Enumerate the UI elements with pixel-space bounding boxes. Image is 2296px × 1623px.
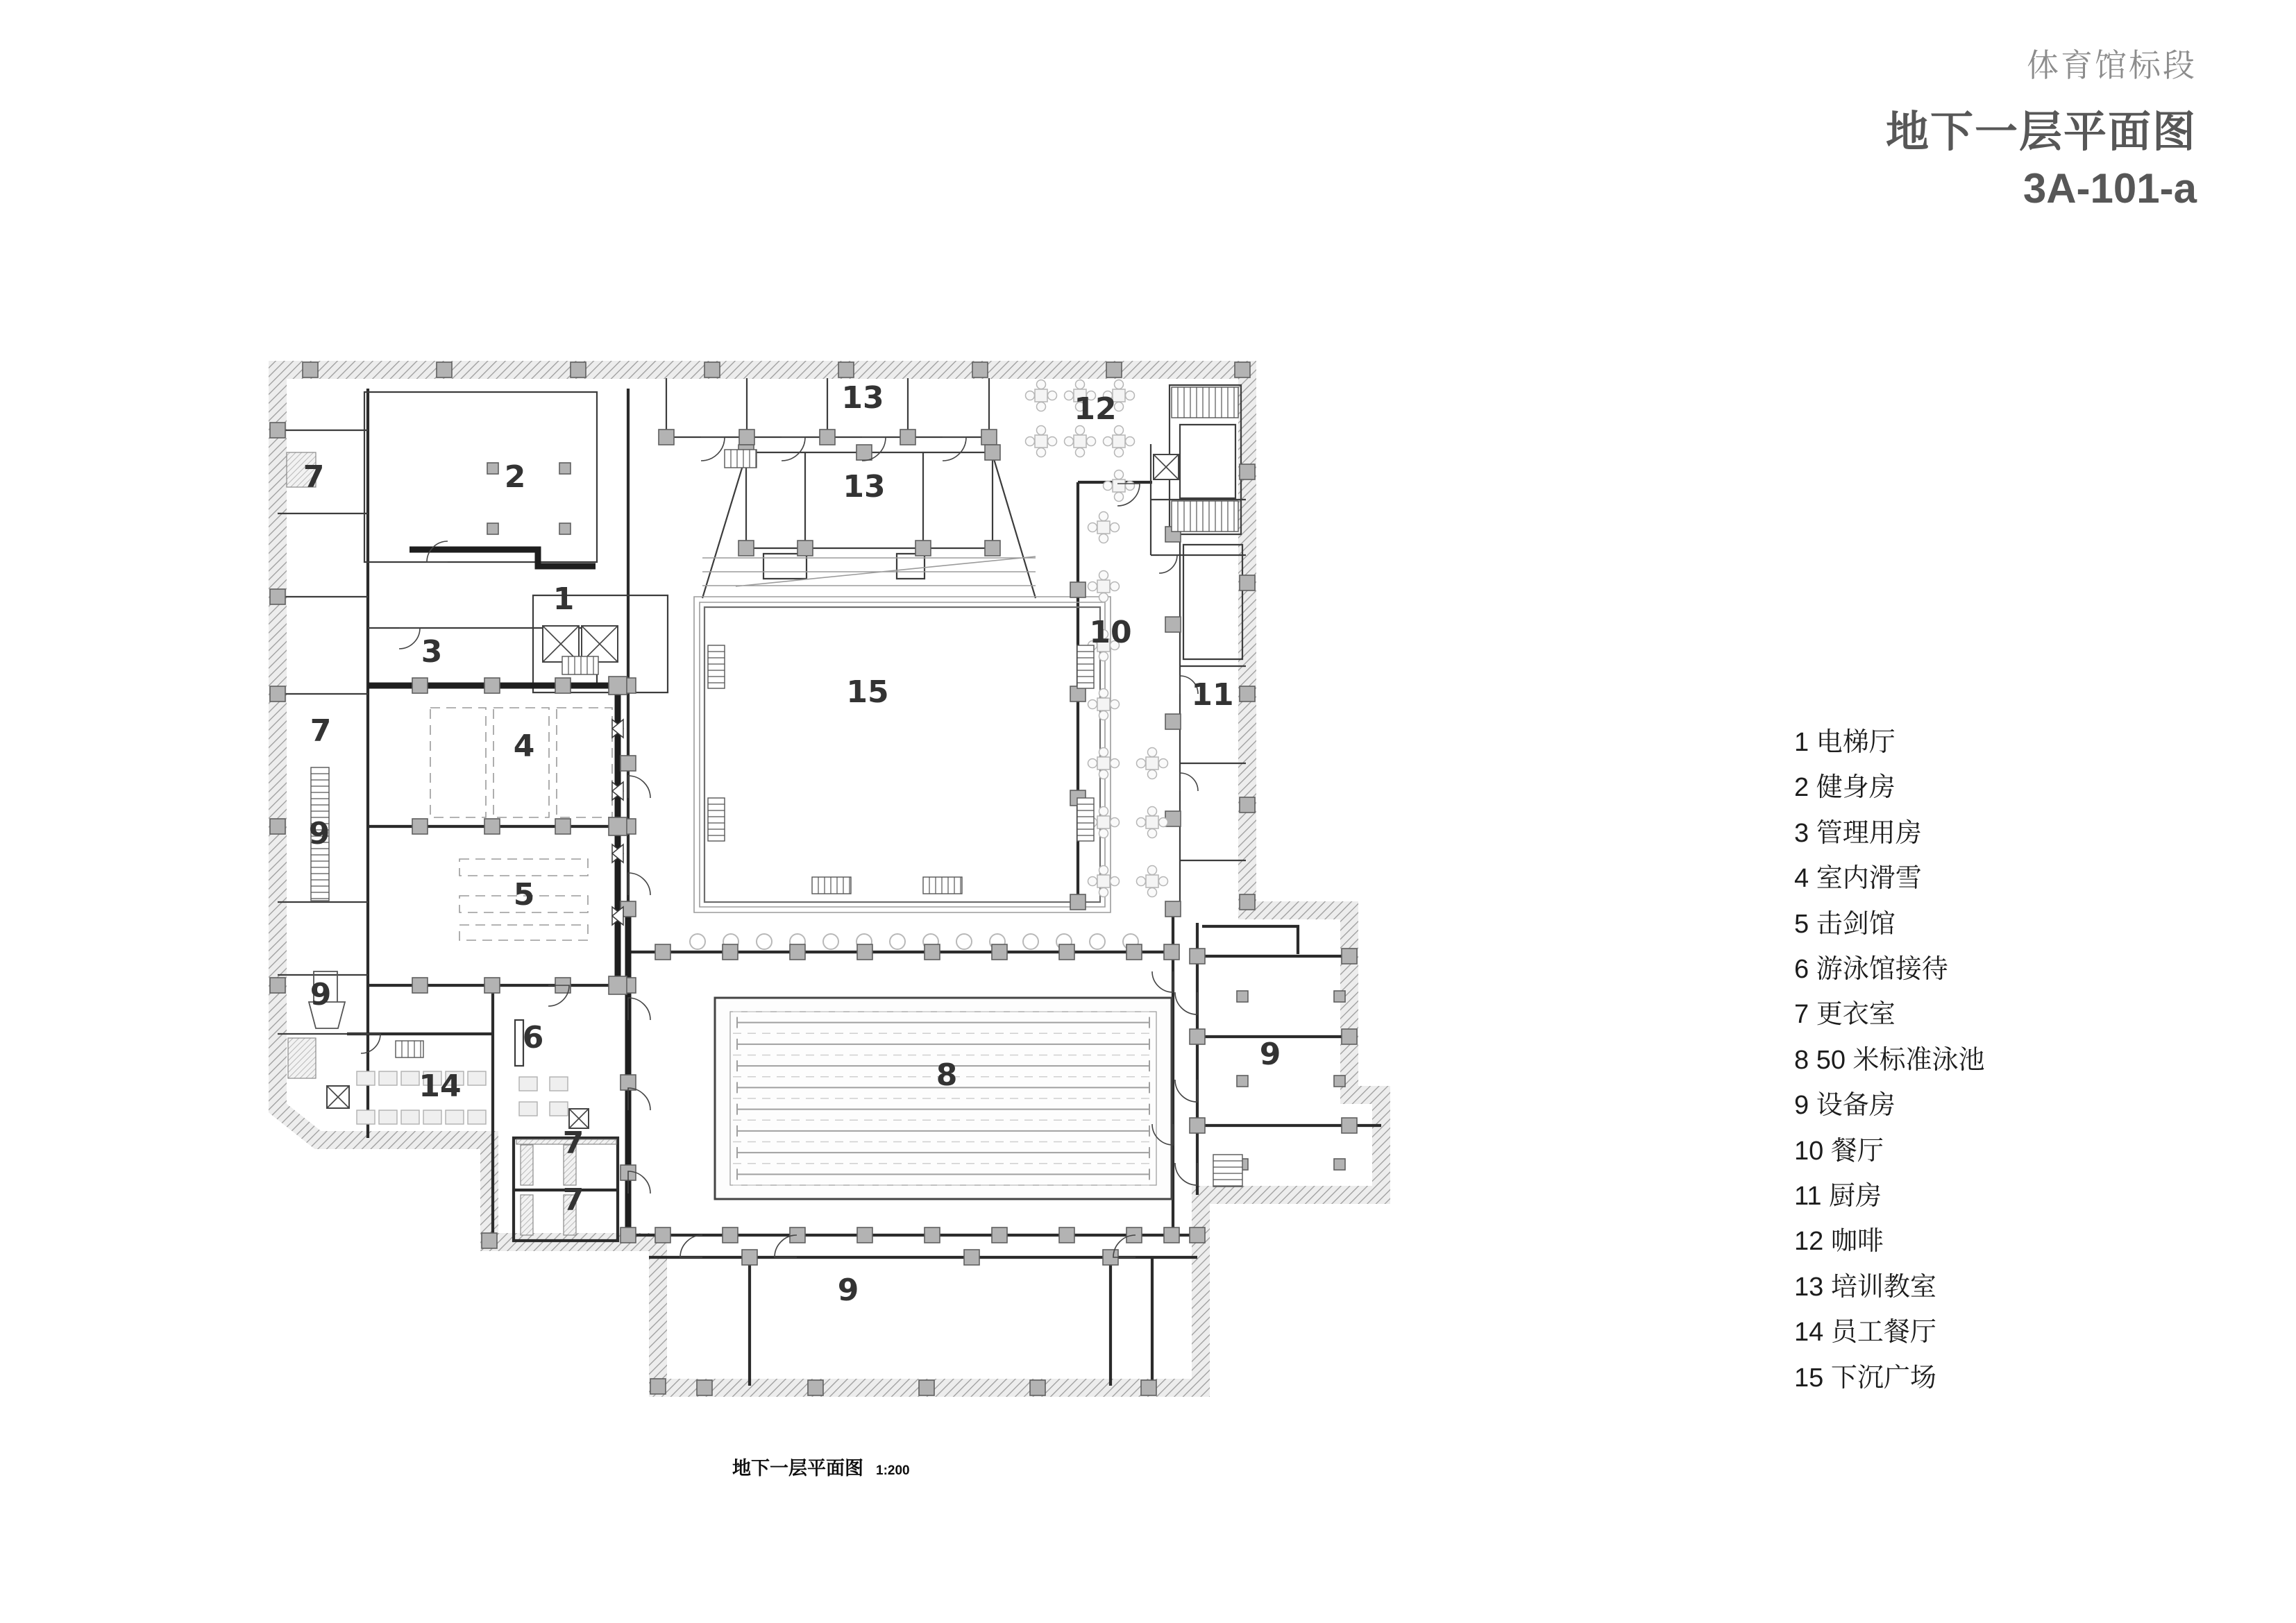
svg-text:14: 14 bbox=[419, 1069, 462, 1104]
pool-room-8 bbox=[715, 998, 1172, 1199]
legend-item: 8 50 米标准泳池 bbox=[1794, 1045, 1985, 1075]
svg-text:7: 7 bbox=[562, 1125, 584, 1161]
legend-item: 15 下沉广场 bbox=[1794, 1363, 1936, 1393]
caption-scale: 1:200 bbox=[876, 1463, 910, 1478]
svg-text:7: 7 bbox=[310, 713, 332, 749]
svg-text:7: 7 bbox=[562, 1182, 584, 1218]
svg-text:11: 11 bbox=[1191, 677, 1234, 713]
svg-text:13: 13 bbox=[841, 380, 884, 416]
legend-item: 4 室内滑雪 bbox=[1794, 864, 1922, 894]
svg-text:3: 3 bbox=[421, 634, 443, 670]
svg-text:9: 9 bbox=[1259, 1037, 1281, 1072]
svg-text:5: 5 bbox=[513, 877, 535, 912]
legend-item: 1 电梯厅 bbox=[1794, 728, 1896, 757]
project-name: 体育馆标段 bbox=[2027, 47, 2197, 83]
svg-text:12: 12 bbox=[1074, 391, 1117, 427]
drawing-caption bbox=[732, 1453, 910, 1480]
legend-item: 5 击剑馆 bbox=[1794, 909, 1896, 939]
legend-item: 9 设备房 bbox=[1794, 1091, 1896, 1121]
svg-text:1: 1 bbox=[552, 581, 575, 617]
caption-title: 地下一层平面图 bbox=[732, 1458, 863, 1479]
legend-item: 13 培训教室 bbox=[1794, 1272, 1936, 1302]
title-block bbox=[1886, 40, 2197, 212]
svg-text:13: 13 bbox=[843, 469, 886, 504]
legend-item: 12 咖啡 bbox=[1794, 1227, 1884, 1257]
legend-item: 14 员工餐厅 bbox=[1794, 1318, 1936, 1348]
drawing-number: 3A-101-a bbox=[2023, 165, 2197, 212]
legend-item: 6 游泳馆接待 bbox=[1794, 955, 1948, 985]
legend-item: 2 健身房 bbox=[1794, 773, 1896, 803]
legend-item: 3 管理用房 bbox=[1794, 818, 1922, 848]
svg-text:9: 9 bbox=[310, 977, 332, 1012]
legend-item: 11 厨房 bbox=[1794, 1182, 1882, 1212]
svg-text:7: 7 bbox=[303, 459, 325, 495]
svg-text:4: 4 bbox=[513, 729, 535, 764]
svg-text:6: 6 bbox=[522, 1020, 544, 1055]
legend-item: 10 餐厅 bbox=[1794, 1136, 1884, 1166]
svg-text:15: 15 bbox=[846, 674, 889, 710]
svg-text:9: 9 bbox=[308, 816, 330, 851]
drawing-title: 地下一层平面图 bbox=[1885, 108, 2197, 156]
svg-text:8: 8 bbox=[936, 1057, 958, 1093]
svg-text:9: 9 bbox=[837, 1273, 859, 1308]
room-legend bbox=[1794, 720, 1985, 1401]
svg-text:10: 10 bbox=[1089, 615, 1132, 650]
legend-item: 7 更衣室 bbox=[1794, 1000, 1896, 1030]
svg-text:2: 2 bbox=[504, 459, 526, 495]
